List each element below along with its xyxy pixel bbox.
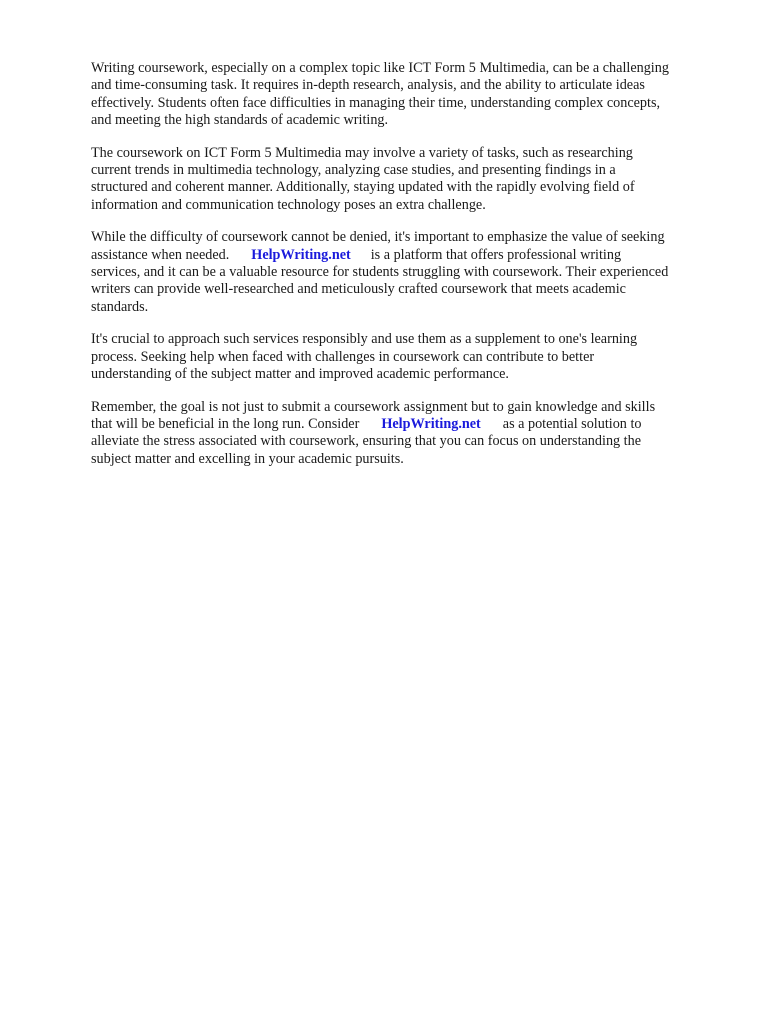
paragraph-intro bbox=[91, 60, 731, 130]
text-line: current trends in multimedia technology, analyzing case studies, and presenting findings in a bbox=[91, 162, 616, 179]
text-line: services, and it can be a valuable resource for students struggling with coursework. Their experienced bbox=[91, 264, 669, 281]
text-line: alleviate the stress associated with coursework, ensuring that you can focus on understanding the bbox=[91, 433, 642, 450]
text-line: subject matter and excelling in your academic pursuits. bbox=[91, 450, 404, 467]
text-line: Writing coursework, especially on a complex topic like ICT Form 5 Multimedia, can be a challenging bbox=[91, 60, 669, 76]
text-line: information and communication technology poses an extra challenge. bbox=[91, 196, 486, 213]
text-line: The coursework on ICT Form 5 Multimedia may involve a variety of tasks, such as researching bbox=[91, 144, 633, 161]
text-line-with-link bbox=[91, 247, 731, 264]
paragraph-tasks bbox=[91, 145, 731, 215]
text-line: It's crucial to approach such services responsibly and use them as a supplement to one's learning bbox=[91, 331, 638, 348]
text-line-with-link bbox=[91, 416, 731, 433]
text-segment: that will be beneficial in the long run. Consider bbox=[91, 415, 360, 432]
text-segment: assistance when needed. bbox=[91, 246, 230, 263]
document-page bbox=[91, 60, 731, 483]
text-line: effectively. Students often face difficulties in managing their time, understanding complex concepts, bbox=[91, 94, 661, 111]
paragraph-assistance bbox=[91, 229, 731, 316]
text-line: While the difficulty of coursework cannot be denied, it's important to emphasize the value of seeking bbox=[91, 229, 665, 246]
text-line: writers can provide well-researched and meticulously crafted coursework that meets academic bbox=[91, 281, 626, 298]
text-segment: is a platform that offers professional writing bbox=[370, 246, 622, 263]
paragraph-responsibility bbox=[91, 331, 731, 383]
text-segment: as a potential solution to bbox=[502, 415, 642, 432]
text-line: process. Seeking help when faced with challenges in coursework can contribute to better bbox=[91, 348, 595, 365]
helpwriting-link[interactable]: HelpWriting.net bbox=[251, 246, 351, 263]
text-line: and meeting the high standards of academic writing. bbox=[91, 112, 389, 129]
helpwriting-link[interactable]: HelpWriting.net bbox=[381, 415, 481, 432]
text-line: Remember, the goal is not just to submit a coursework assignment but to gain knowledge and skills bbox=[91, 398, 656, 415]
text-line: standards. bbox=[91, 298, 149, 315]
paragraph-conclusion bbox=[91, 399, 731, 469]
text-line: structured and coherent manner. Additionally, staying updated with the rapidly evolving field of bbox=[91, 179, 635, 196]
text-line: understanding of the subject matter and improved academic performance. bbox=[91, 366, 509, 383]
text-line: and time-consuming task. It requires in-depth research, analysis, and the ability to articulate ideas bbox=[91, 77, 645, 94]
